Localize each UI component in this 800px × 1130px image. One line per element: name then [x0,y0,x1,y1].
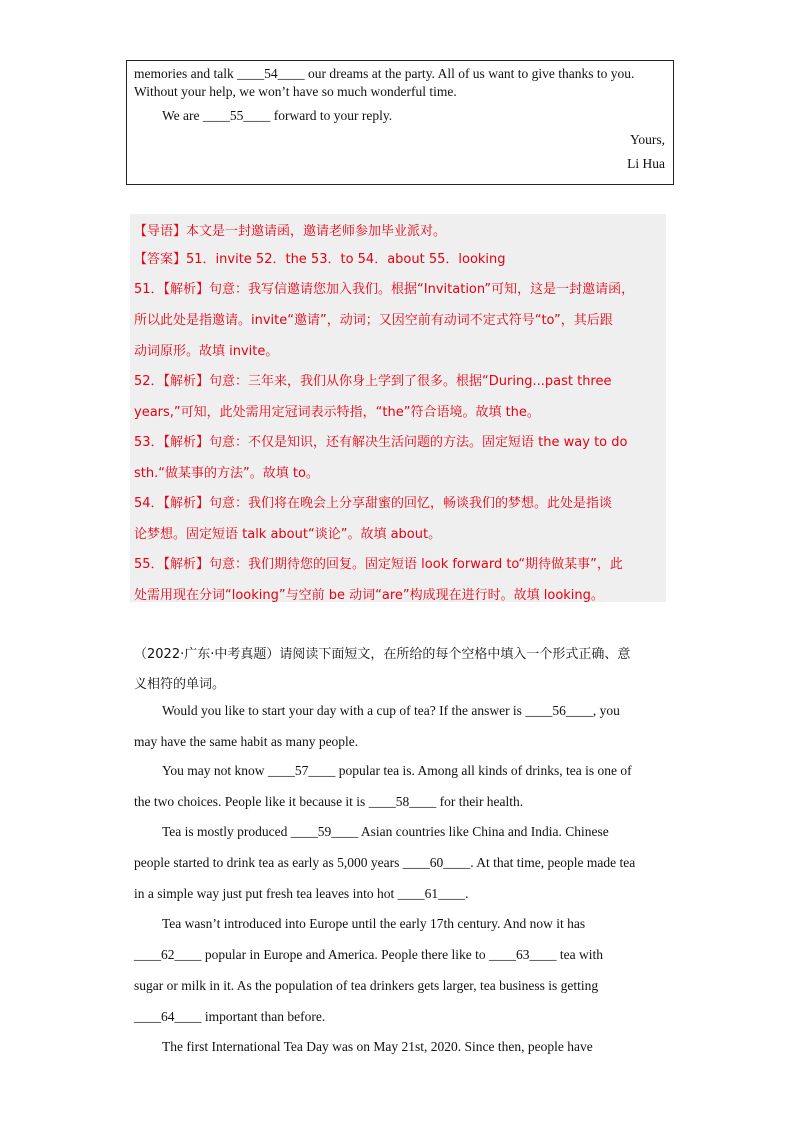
passage-text: Would you like to start your day with a cup of tea? If the answer is [162,703,526,718]
passage-text: . [465,886,469,901]
blank-58: ____58____ [368,794,437,809]
passage-p2-line-2 [134,794,523,810]
passage-p2-line-1 [162,763,632,779]
letter-signature: Li Hua [627,156,665,171]
letter-text: forward to your reply. [270,108,393,123]
answer-52-line-1: 52．【解析】句意：三年来，我们从你身上学到了很多。根据“During...past three [134,374,612,389]
passage-p3-line-3 [134,886,468,902]
blank-61: ____61____ [397,886,466,901]
passage-text: for their health. [436,794,524,809]
letter-closing: Yours, [629,132,665,147]
blank-59: ____59____ [290,824,359,839]
passage-text: popular in Europe and America. People there like to [201,947,490,962]
answer-54-line-2: 论梦想。固定短语 talk about“谈论”。故填 about。 [134,527,442,542]
passage-p4-line-4 [134,1009,325,1025]
blank-54: ____54____ [237,66,305,81]
blank-57: ____57____ [267,763,336,778]
blank-64: ____64____ [134,1009,202,1024]
passage-text: in a simple way just put fresh tea leaves into hot [134,886,398,901]
passage-p3-line-2 [134,855,635,871]
passage-p3-line-1 [162,824,609,840]
answer-52-line-2: years,”可知，此处需用定冠词表示特指，“the”符合语境。故填 the。 [134,405,540,420]
answer-55-line-2: 处需用现在分词“looking”与空前 be 动词“are”构成现在进行时。故填 looking。 [134,588,604,603]
question-instruction-line-2: 义相符的单词。 [134,677,226,692]
letter-text: We are [162,108,203,123]
passage-text: You may not know [162,763,268,778]
passage-text: people started to drink tea as early as 5,000 years [134,855,403,870]
answer-key: 【答案】51．invite 52．the 53．to 54．about 55．looking [134,252,506,267]
blank-63: ____63____ [489,947,557,962]
passage-text: Asian countries like China and India. Chinese [358,824,609,839]
letter-text: our dreams at the party. All of us want to give thanks to you. [304,66,635,81]
blank-62: ____62____ [134,947,202,962]
passage-text: . At that time, people made tea [470,855,636,870]
letter-line-2: Without your help, we won’t have so much wonderful time. [134,84,457,99]
passage-text: popular tea is. Among all kinds of drinks, tea is one of [335,763,632,778]
passage-p4-line-3: sugar or milk in it. As the population of tea drinkers gets larger, tea business is getting [134,978,599,993]
answer-53-line-2: sth.“做某事的方法”。故填 to。 [134,466,319,481]
passage-p5-line-1: The first International Tea Day was on May 21st, 2020. Since then, people have [162,1039,593,1054]
answer-53-line-1: 53．【解析】句意：不仅是知识，还有解决生活问题的方法。固定短语 the way to do [134,435,628,450]
letter-line-1 [134,66,634,82]
passage-p1-line-2: may have the same habit as many people. [134,734,359,749]
blank-55: ____55____ [202,108,271,123]
answer-54-line-1: 54．【解析】句意：我们将在晚会上分享甜蜜的回忆，畅谈我们的梦想。此处是指谈 [134,496,613,511]
passage-text: Tea is mostly produced [162,824,291,839]
letter-text: memories and talk [134,66,238,81]
passage-text: important than before. [201,1009,326,1024]
answer-55-line-1: 55．【解析】句意：我们期待您的回复。固定短语 look forward to“期待做某事”，此 [134,557,623,572]
passage-text: , you [592,703,620,718]
letter-line-3 [162,108,392,124]
question-instruction-line-1: （2022·广东·中考真题）请阅读下面短文，在所给的每个空格中填入一个形式正确、意 [134,647,631,662]
passage-text: tea with [556,947,604,962]
passage-p4-line-1: Tea wasn’t introduced into Europe until the early 17th century. And now it has [162,916,586,931]
answer-51-line-3: 动词原形。故填 invite。 [134,344,279,359]
answer-51-line-1: 51．【解析】句意：我写信邀请您加入我们。根据“Invitation”可知，这是一封邀请函， [134,282,635,297]
passage-p4-line-2 [134,947,603,963]
answer-51-line-2: 所以此处是指邀请。invite“邀请”，动词；又因空前有动词不定式符号“to”，其后跟 [134,313,613,328]
answer-intro: 【导语】本文是一封邀请函，邀请老师参加毕业派对。 [134,224,447,239]
passage-p1-line-1 [162,703,620,719]
blank-56: ____56____ [525,703,593,718]
blank-60: ____60____ [402,855,471,870]
passage-text: the two choices. People like it because it is [134,794,369,809]
